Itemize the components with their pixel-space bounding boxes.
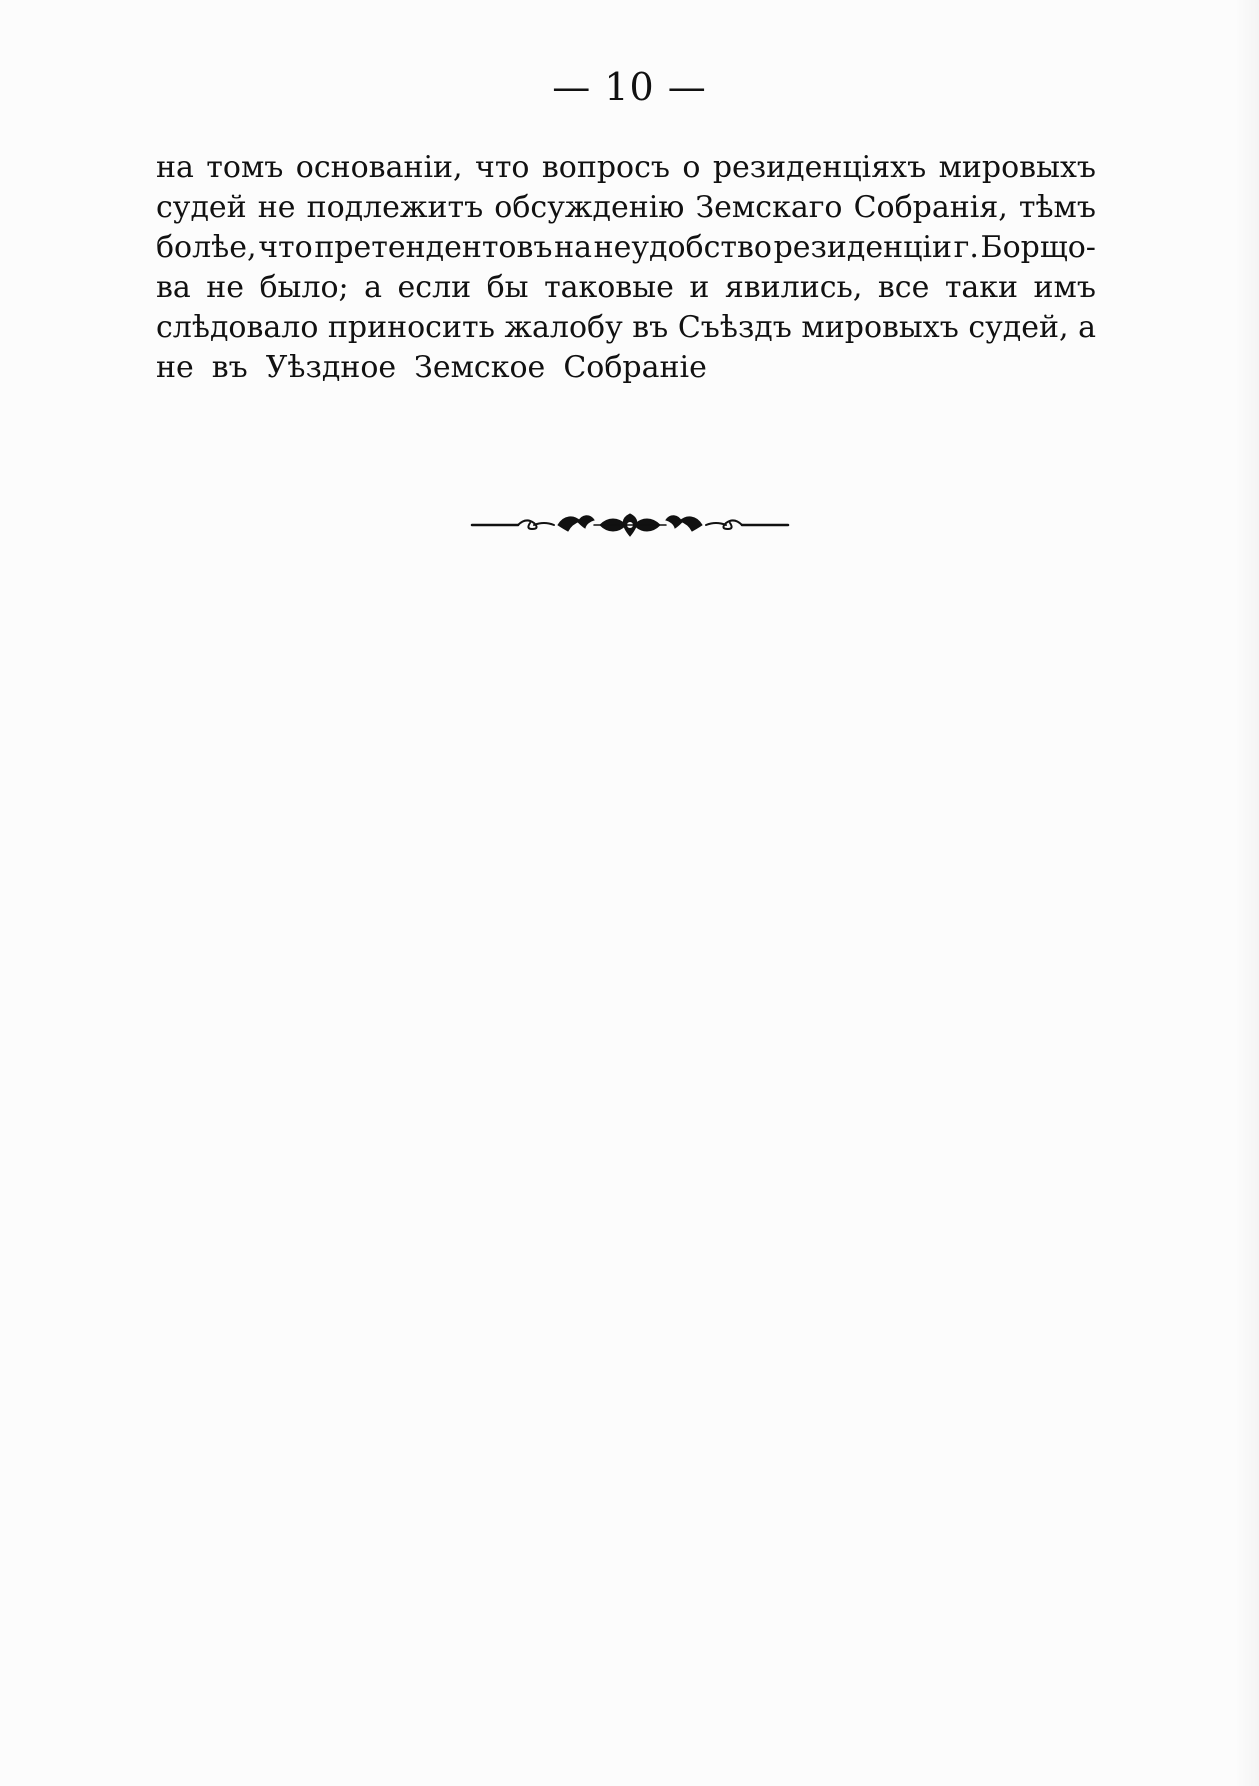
word: жалобу	[504, 310, 623, 345]
word: Съѣздъ	[677, 310, 792, 345]
word: Борщо-	[980, 230, 1096, 265]
body-text	[156, 148, 1096, 388]
text-line-6	[156, 348, 1096, 388]
word: имъ	[1033, 270, 1096, 305]
word: слѣдовало	[156, 310, 319, 345]
text-line-5	[156, 308, 1096, 348]
word: болѣе,	[156, 230, 257, 265]
text-line-1	[156, 148, 1096, 188]
word: на	[156, 150, 194, 185]
word: было;	[259, 270, 349, 305]
word: о	[682, 150, 701, 185]
word: на	[554, 230, 592, 265]
decorative-vignette-icon	[470, 508, 790, 542]
word: Земскаго	[695, 190, 843, 225]
word: основанiи,	[295, 150, 463, 185]
word: г.	[953, 230, 979, 265]
word: что	[474, 150, 530, 185]
word: претендентовъ	[314, 230, 553, 265]
word: въ	[632, 310, 669, 345]
word: Собранiе	[563, 350, 707, 385]
word: въ	[211, 350, 248, 385]
word: резиденцiяхъ	[712, 150, 927, 185]
word: мировыхъ	[938, 150, 1096, 185]
text-line-2	[156, 188, 1096, 228]
word: подлежитъ	[306, 190, 484, 225]
word: мировыхъ	[801, 310, 959, 345]
word: Собранiя,	[853, 190, 1008, 225]
word: томъ	[206, 150, 284, 185]
word: и	[689, 270, 710, 305]
word: бы	[486, 270, 529, 305]
word: не	[156, 350, 194, 385]
word: не	[206, 270, 245, 305]
text-line-3	[156, 228, 1096, 268]
page-number: — 10 —	[552, 65, 707, 109]
word: а	[1078, 310, 1096, 345]
word: таки	[944, 270, 1019, 305]
word: Земское	[414, 350, 546, 385]
word: вопросъ	[541, 150, 670, 185]
word: неудобство	[593, 230, 772, 265]
word: Уѣздное	[265, 350, 397, 385]
word: тѣмъ	[1018, 190, 1096, 225]
word: что	[258, 230, 313, 265]
word: если	[397, 270, 472, 305]
word: а	[364, 270, 383, 305]
word: явились,	[724, 270, 863, 305]
text-line-4	[156, 268, 1096, 308]
word: таковые	[544, 270, 674, 305]
word: обсужденiю	[494, 190, 685, 225]
word: резиденцiи	[773, 230, 953, 265]
word: судей,	[968, 310, 1069, 345]
word: все	[877, 270, 930, 305]
word: ва	[156, 270, 191, 305]
word: приносить	[327, 310, 495, 345]
page-edge-shadow	[1235, 0, 1259, 1786]
word: судей	[156, 190, 247, 225]
word: не	[257, 190, 296, 225]
